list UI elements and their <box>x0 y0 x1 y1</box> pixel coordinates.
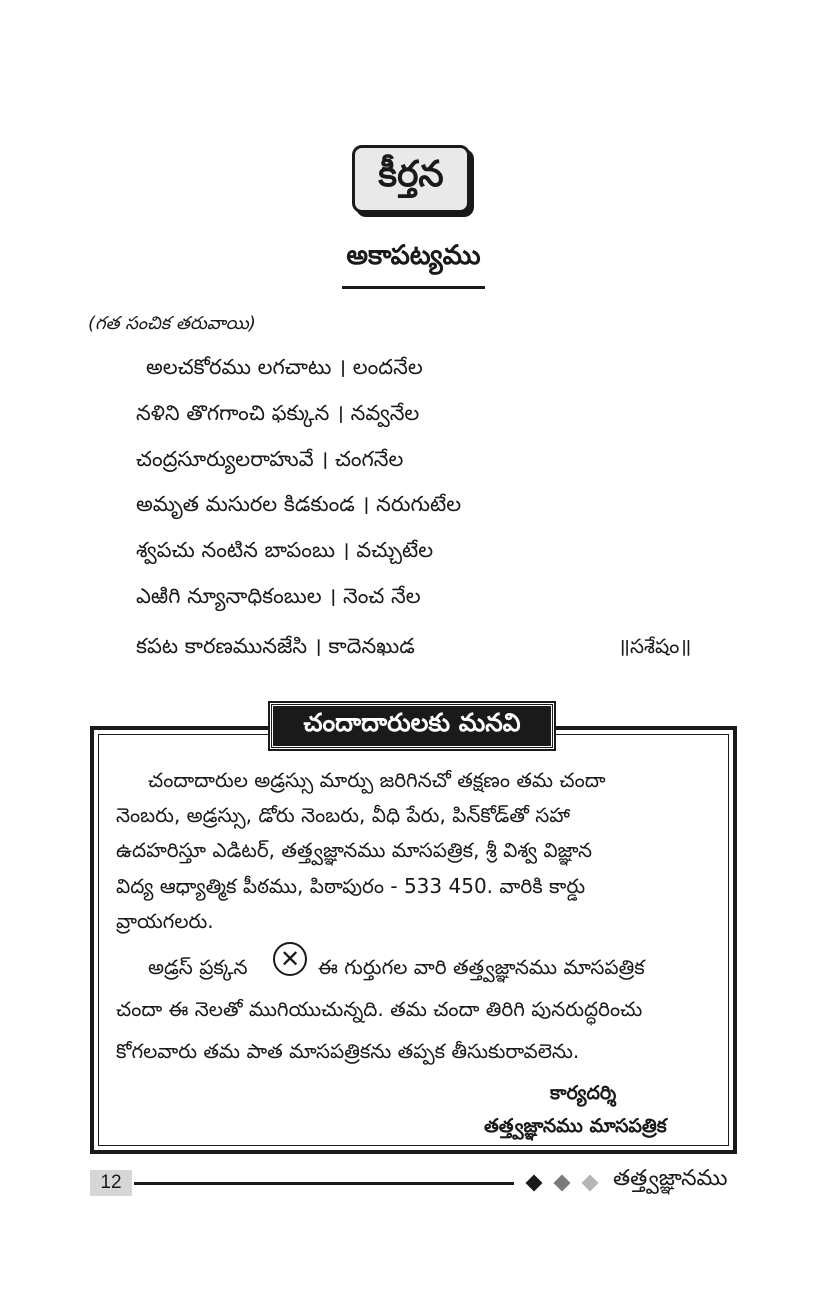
page-heading-box <box>352 145 470 213</box>
diamond-icon <box>554 1175 571 1192</box>
notice-title: చందాదారులకు మనవి <box>270 703 554 749</box>
notice-paragraph-line: వ్రాయగలరు. <box>116 909 214 933</box>
verse-line: కపట కారణమునజేసి । కాదెనఖుడ <box>136 634 415 658</box>
footer-rule <box>134 1182 514 1185</box>
poem-title: అకాపట్యము <box>342 240 484 289</box>
notice-paragraph-line: విద్య ఆధ్యాత్మిక పీఠము, పిఠాపురం - 533 450. వారికి కార్డు <box>116 874 586 898</box>
cross-mark-glyph: ✕ <box>279 945 301 973</box>
verse-line: ఎఱిగి న్యూనాధికంబుల । నెంచ నేల <box>136 584 421 608</box>
notice-paragraph-line: ఉదహరిస్తూ ఎడిటర్, తత్త్వజ్ఞానము మాసపత్రిక, శ్రీ విశ్వ విజ్ఞాన <box>116 838 592 862</box>
verse-line: అమృత మసురల కిడకుండ । నరుగుటేల <box>136 492 462 516</box>
verse-line: శ్వపచు నంటిన బాపంబు । వచ్చుటేల <box>136 538 434 562</box>
verse-line: నళిని తొగగాంచి ఫక్కున । నవ్వనేల <box>136 401 420 425</box>
notice-paragraph-line: నెంబరు, అడ్రస్సు, డోరు నెంబరు, వీధి పేరు, పిన్‌కోడ్‌తో సహా <box>116 803 570 827</box>
page-heading: కీర్తన <box>378 154 444 195</box>
notice-paragraph-line: చందాదారుల అడ్రస్సు మార్పు జరిగినచో తక్షణం తమ చందా <box>148 768 606 792</box>
signature-title: కార్యదర్శి <box>550 1082 617 1104</box>
cross-mark-icon <box>273 942 307 976</box>
to-be-continued-mark: ॥సశేషం॥ <box>618 634 692 658</box>
notice-paragraph-line: అడ్రస్ ప్రక్కన <box>148 955 248 979</box>
diamond-icon <box>582 1175 599 1192</box>
footer-magazine-title: తత్త్వజ్ఞానము <box>613 1166 728 1191</box>
verse-line: చంద్రసూర్యులరాహువే । చంగనేల <box>136 447 404 471</box>
verse-line: అలచకోరము లగచాటు । లందనేల <box>146 355 423 379</box>
diamond-icon <box>526 1175 543 1192</box>
page-number: 12 <box>90 1170 132 1196</box>
signature-organization: తత్త్వజ్ఞానము మాసపత్రిక <box>484 1115 667 1137</box>
notice-paragraph-line: కోగలవారు తమ పాత మాసపత్రికను తప్పక తీసుకురావలెను. <box>116 1039 580 1063</box>
notice-paragraph-line: చందా ఈ నెలతో ముగియుచున్నది. తమ చందా తిరిగి పునరుద్ధరించు <box>116 997 643 1021</box>
continued-note: (గత సంచిక తరువాయి) <box>88 313 256 334</box>
poem-title-wrapper <box>0 240 827 289</box>
notice-paragraph-line: ఈ గుర్తుగల వారి తత్త్వజ్ఞానము మాసపత్రిక <box>318 955 645 979</box>
